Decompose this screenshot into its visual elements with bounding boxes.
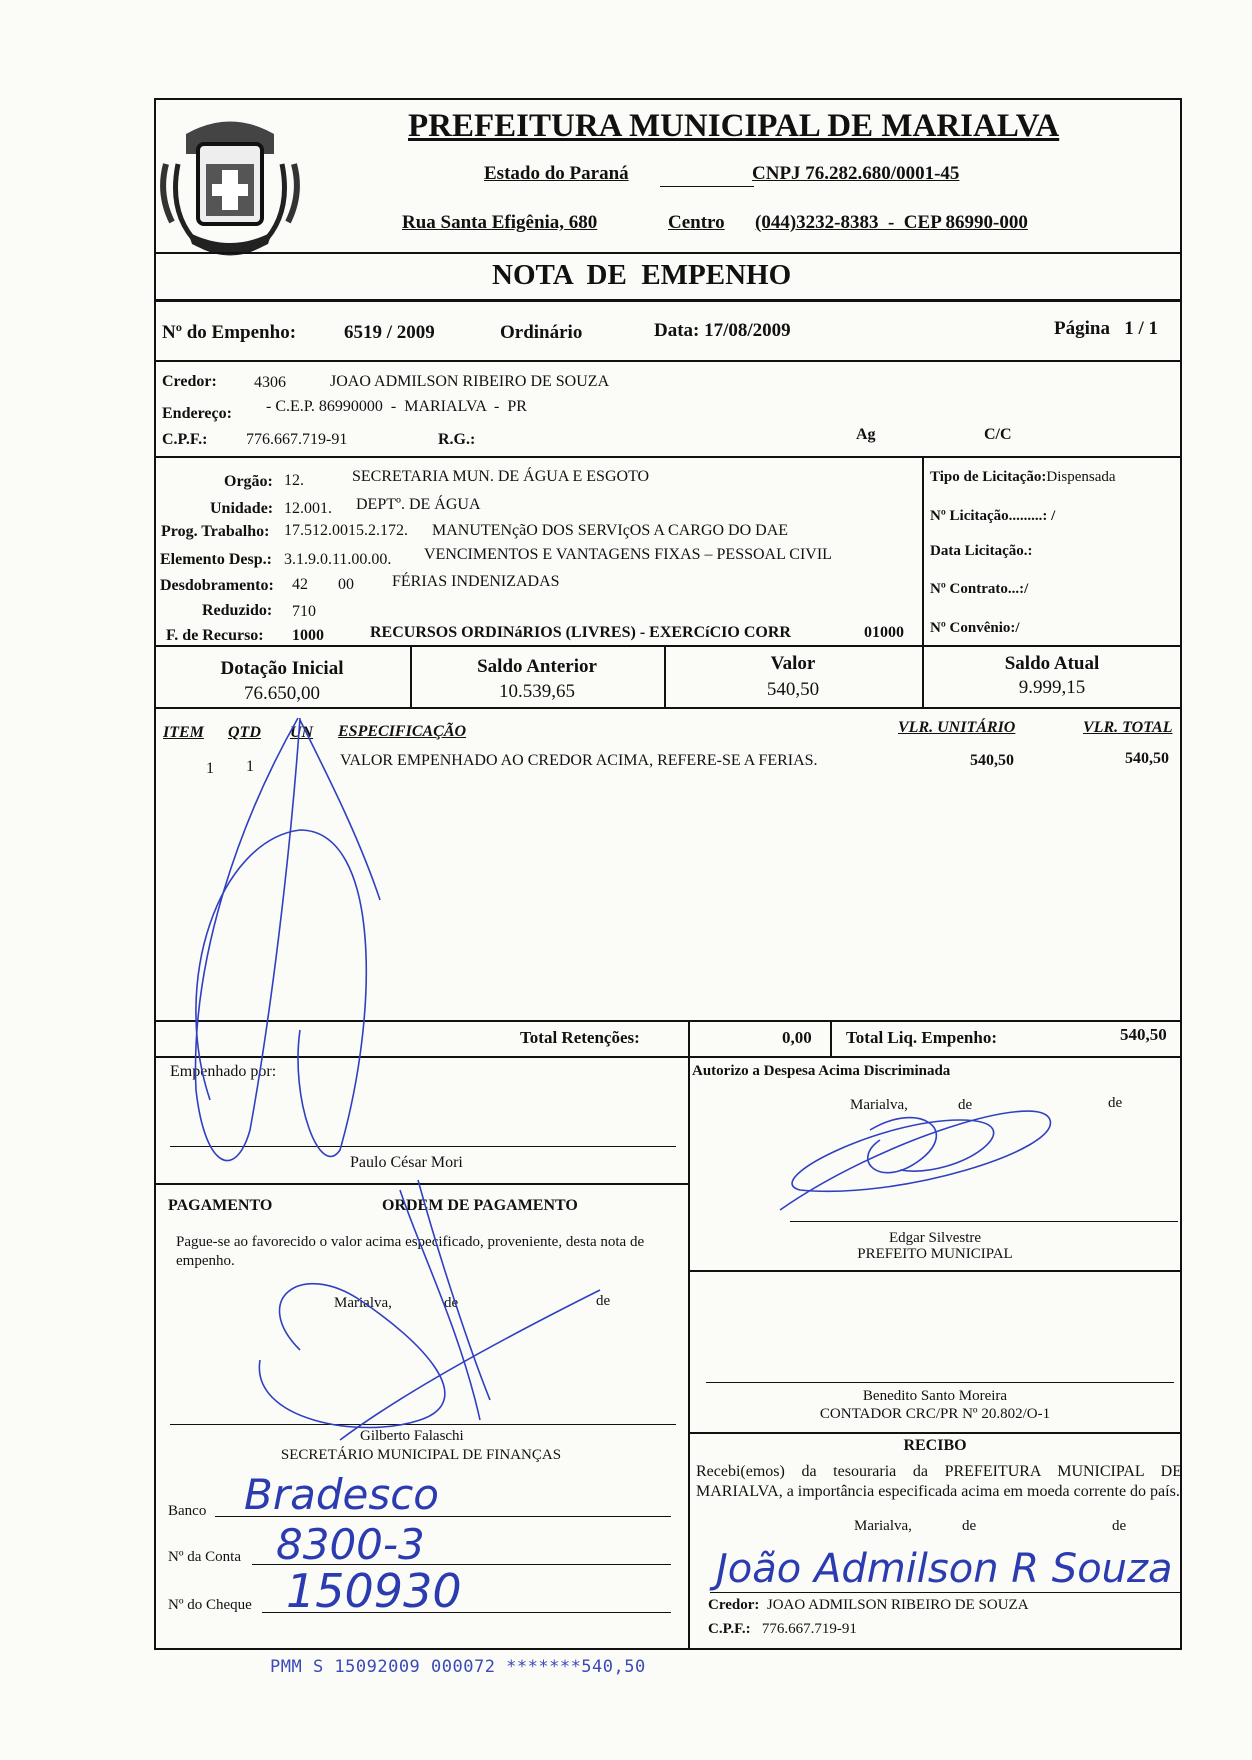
reduzido-label: Reduzido: (202, 602, 273, 619)
address: Rua Santa Efigênia, 680 (402, 212, 598, 233)
payment-stamp: PMM S 15092009 000072 *******540,50 (270, 1657, 646, 1677)
secretario-name: Gilberto Falaschi (360, 1428, 464, 1444)
item-total-value: 540,50 (1125, 750, 1169, 767)
reduzido-value: 710 (292, 603, 316, 620)
col-header-qtd: QTD (228, 724, 261, 741)
prog-name: MANUTENçãO DOS SERVIçOS A CARGO DO DAE (432, 522, 789, 539)
retencoes-value: 0,00 (782, 1028, 812, 1047)
banco-handwritten: Bradesco (244, 1470, 439, 1519)
ordem-pagamento-label: ORDEM DE PAGAMENTO (382, 1197, 578, 1214)
recibo-credor-label: Credor: (708, 1597, 760, 1613)
pagamento-city: Marialva, (334, 1295, 392, 1311)
page-number: Página 1 / 1 (1054, 318, 1158, 339)
elemento-label: Elemento Desp.: (160, 551, 272, 568)
empenho-type: Ordinário (500, 322, 583, 343)
elemento-name: VENCIMENTOS E VANTAGENS FIXAS – PESSOAL CIVIL (424, 546, 832, 563)
empenho-number: 6519 / 2009 (344, 322, 435, 343)
recibo-cpf-label: C.P.F.: (708, 1621, 751, 1637)
unidade-label: Unidade: (210, 500, 274, 517)
recibo-text: Recebi(emos) da tesouraria da PREFEITURA MUNICIPAL DE MARIALVA, a importância especificada acima em moeda corrente do país. (696, 1463, 1182, 1500)
cpf-label: C.P.F.: (162, 431, 208, 448)
prefeito-title: PREFEITO MUNICIPAL (857, 1246, 1013, 1262)
saldo-atual-label: Saldo Atual (1004, 653, 1100, 674)
desdobramento-code-2: 00 (338, 576, 354, 593)
orgao-name: SECRETARIA MUN. DE ÁGUA E ESGOTO (352, 468, 650, 485)
item-qty: 1 (246, 758, 254, 775)
cheque-handwritten: 150930 (286, 1564, 462, 1618)
prog-label: Prog. Trabalho: (161, 523, 270, 540)
autorizo-de-1: de (958, 1097, 973, 1113)
prefeito-name: Edgar Silvestre (888, 1230, 982, 1246)
conta-label: Nº da Conta (168, 1549, 241, 1565)
contador-name: Benedito Santo Moreira (862, 1388, 1008, 1404)
licitacao-type-label: Tipo de Licitação: (930, 469, 1047, 485)
retencoes-label: Total Retenções: (520, 1028, 640, 1047)
saldo-anterior-label: Saldo Anterior (477, 656, 597, 677)
prog-code: 17.512.0015.2.172. (284, 522, 408, 539)
desdobramento-code: 42 (292, 576, 308, 593)
agency-label: Ag (856, 426, 876, 443)
account-label: C/C (984, 426, 1012, 443)
saldo-atual-value: 9.999,15 (1018, 677, 1086, 698)
item-unit-value: 540,50 (970, 752, 1014, 769)
autorizo-label: Autorizo a Despesa Acima Discriminada (692, 1063, 951, 1079)
orgao-code: 12. (284, 472, 304, 489)
col-header-valor-unitario: VLR. UNITÁRIO (898, 719, 1016, 736)
credor-address: - C.E.P. 86990000 - MARIALVA - PR (266, 398, 527, 415)
item-number: 1 (206, 760, 214, 777)
credor-signature: João Admilson R Souza (716, 1546, 1173, 1592)
secretario-title: SECRETÁRIO MUNICIPAL DE FINANÇAS (280, 1447, 562, 1463)
contrato-number: Nº Contrato...:/ (930, 581, 1029, 597)
pagamento-label: PAGAMENTO (168, 1197, 273, 1214)
orgao-label: Orgão: (224, 473, 273, 490)
recibo-de-2: de (1112, 1518, 1127, 1534)
recibo-cpf-value: 776.667.719-91 (761, 1621, 857, 1637)
dotacao-value: 76.650,00 (244, 683, 320, 704)
banco-label: Banco (168, 1503, 207, 1519)
col-header-valor-total: VLR. TOTAL (1083, 719, 1173, 736)
pagamento-text: Pague-se ao favorecido o valor acima especificado, proveniente, desta nota de empenho. (176, 1234, 645, 1269)
cnpj: CNPJ 76.282.680/0001-45 (752, 163, 960, 184)
recibo-credor-name: JOAO ADMILSON RIBEIRO DE SOUZA (766, 1597, 1029, 1613)
autorizo-de-2: de (1108, 1095, 1123, 1111)
convenio-number: Nº Convênio:/ (930, 620, 1020, 636)
desdobramento-name: FÉRIAS INDENIZADAS (392, 573, 560, 590)
cheque-label: Nº do Cheque (168, 1597, 252, 1613)
licitacao-type-value: Dispensada (1046, 469, 1116, 485)
credor-code: 4306 (254, 374, 286, 391)
district: Centro (668, 212, 725, 233)
saldo-anterior-value: 10.539,65 (499, 681, 575, 702)
recibo-label: RECIBO (903, 1437, 967, 1454)
desdobramento-label: Desdobramento: (160, 577, 274, 594)
page-title: PREFEITURA MUNICIPAL DE MARIALVA (408, 108, 1060, 144)
licitacao-date: Data Licitação.: (930, 543, 1033, 559)
fonte-number: 01000 (864, 624, 904, 641)
unidade-name: DEPTº. DE ÁGUA (356, 496, 481, 513)
valor-value: 540,50 (766, 679, 820, 700)
licitacao-number: Nº Licitação.........: / (930, 508, 1056, 524)
address-label: Endereço: (162, 405, 232, 422)
credor-name: JOAO ADMILSON RIBEIRO DE SOUZA (330, 373, 610, 390)
recibo-city: Marialva, (854, 1518, 912, 1534)
credor-label: Credor: (162, 373, 217, 390)
col-header-item: ITEM (163, 724, 204, 741)
recibo-de-1: de (962, 1518, 977, 1534)
empenho-date: Data: 17/08/2009 (654, 320, 791, 341)
credor-cpf: 776.667.719-91 (246, 431, 348, 448)
total-liquido-label: Total Liq. Empenho: (846, 1028, 997, 1047)
fonte-label: F. de Recurso: (166, 627, 264, 644)
state-name: Estado do Paraná (484, 163, 629, 184)
unidade-code: 12.001. (284, 500, 332, 517)
col-header-un: UN (290, 724, 314, 741)
autorizo-city: Marialva, (850, 1097, 908, 1113)
document-title: NOTA DE EMPENHO (492, 259, 792, 291)
conta-handwritten: 8300-3 (276, 1520, 425, 1569)
total-liquido-value: 540,50 (1120, 1025, 1167, 1044)
empenho-number-label: Nº do Empenho: (162, 322, 297, 343)
pagamento-de-2: de (596, 1293, 611, 1309)
phone-cep: (044)3232-8383 - CEP 86990-000 (755, 212, 1028, 233)
elemento-code: 3.1.9.0.11.00.00. (284, 551, 392, 568)
dotacao-label: Dotação Inicial (220, 658, 344, 679)
item-description: VALOR EMPENHADO AO CREDOR ACIMA, REFERE-SE A FERIAS. (340, 752, 818, 769)
col-header-especificacao: ESPECIFICAÇÃO (338, 723, 467, 740)
pagamento-de-1: de (444, 1295, 459, 1311)
valor-label: Valor (770, 653, 816, 674)
empenhado-label: Empenhado por: (170, 1063, 277, 1080)
rg-label: R.G.: (438, 431, 476, 448)
fonte-name: RECURSOS ORDINáRIOS (LIVRES) - EXERCíCIO CORR (370, 624, 791, 641)
contador-title: CONTADOR CRC/PR Nº 20.802/O-1 (819, 1406, 1051, 1422)
fonte-code: 1000 (292, 627, 324, 644)
empenhado-name: Paulo César Mori (350, 1154, 463, 1171)
